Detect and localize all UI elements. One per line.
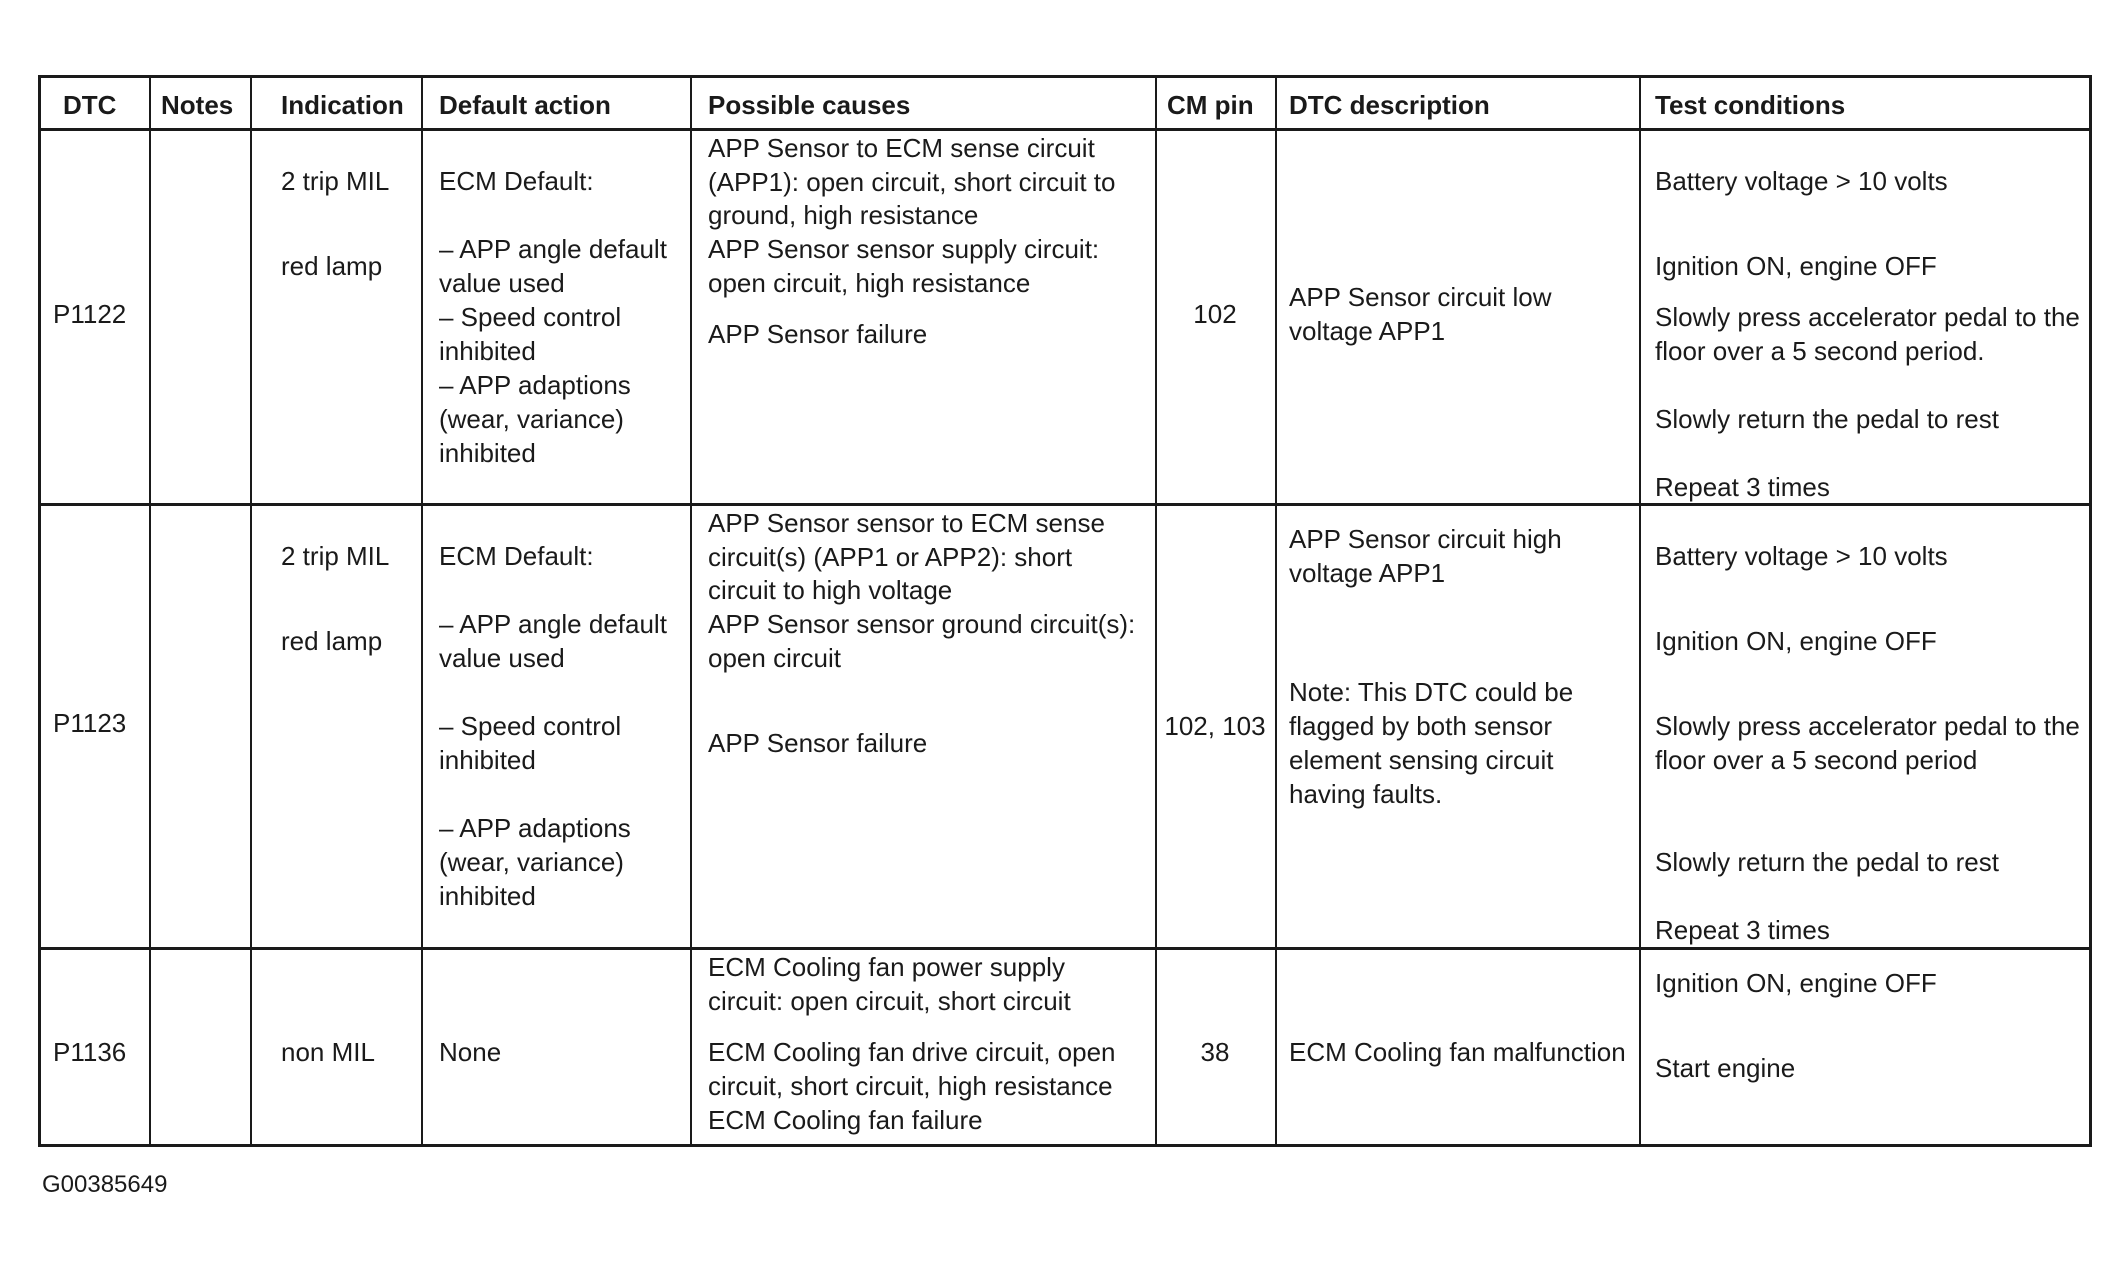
header-notes: Notes [161, 90, 234, 120]
possible-cause-line: APP Sensor failure [708, 728, 928, 758]
table-row [41, 506, 2089, 950]
indication-line: red lamp [281, 626, 383, 656]
default-action-line: None [439, 1037, 502, 1067]
table-row [41, 131, 2089, 506]
possible-cause-line: ECM Cooling fan drive circuit, open [708, 1037, 1116, 1067]
test-condition-line: Slowly press accelerator pedal to the [1655, 711, 2080, 741]
figure-code: G00385649 [42, 1171, 168, 1198]
test-condition-line: Ignition ON, engine OFF [1655, 968, 1937, 998]
header-dtc-description: DTC description [1289, 90, 1490, 120]
dtc-description-line: APP Sensor circuit high [1289, 524, 1562, 554]
possible-cause-line: ground, high resistance [708, 200, 979, 230]
header-possible-causes: Possible causes [708, 90, 911, 120]
test-condition-line: Slowly return the pedal to rest [1655, 404, 1999, 434]
possible-cause-line: APP Sensor failure [708, 319, 928, 349]
possible-cause-line: APP Sensor sensor supply circuit: [708, 234, 1100, 264]
possible-cause-line: circuit(s) (APP1 or APP2): short [708, 542, 1073, 572]
dtc-description-line: having faults. [1289, 779, 1443, 809]
default-action-line: value used [439, 643, 565, 673]
possible-cause-line: ECM Cooling fan failure [708, 1105, 983, 1135]
default-action-line: – Speed control [439, 302, 622, 332]
header-default-action: Default action [439, 90, 611, 120]
table-header-row [41, 78, 2089, 131]
test-condition-line: Start engine [1655, 1053, 1796, 1083]
default-action-line: – APP angle default [439, 234, 667, 264]
test-condition-line: Ignition ON, engine OFF [1655, 251, 1937, 281]
default-action-line: (wear, variance) [439, 404, 624, 434]
cm-pin: 102 [1193, 299, 1237, 329]
default-action-line: inhibited [439, 745, 536, 775]
test-condition-line: Ignition ON, engine OFF [1655, 626, 1937, 656]
default-action-line: ECM Default: [439, 541, 594, 571]
possible-cause-line: circuit to high voltage [708, 575, 953, 605]
possible-cause-line: circuit, short circuit, high resistance [708, 1071, 1113, 1101]
default-action-line: – APP adaptions [439, 370, 631, 400]
possible-cause-line: open circuit, high resistance [708, 268, 1031, 298]
dtc-code: P1123 [53, 708, 127, 738]
possible-cause-line: (APP1): open circuit, short circuit to [708, 167, 1116, 197]
header-indication: Indication [281, 90, 404, 120]
indication-line: non MIL [281, 1037, 375, 1067]
default-action-line: ECM Default: [439, 166, 594, 196]
possible-cause-line: APP Sensor sensor ground circuit(s): [708, 609, 1136, 639]
dtc-code: P1136 [53, 1037, 127, 1067]
possible-cause-line: circuit: open circuit, short circuit [708, 986, 1071, 1016]
header-dtc: DTC [63, 90, 117, 120]
indication-line: 2 trip MIL [281, 166, 390, 196]
possible-cause-line: APP Sensor to ECM sense circuit [708, 133, 1095, 163]
dtc-description-line: voltage APP1 [1289, 558, 1446, 588]
test-condition-line: Battery voltage > 10 volts [1655, 166, 1948, 196]
cm-pin: 38 [1200, 1037, 1230, 1067]
dtc-code: P1122 [53, 299, 127, 329]
test-condition-line: Repeat 3 times [1655, 915, 1830, 945]
possible-cause-line: open circuit [708, 643, 841, 673]
default-action-line: inhibited [439, 881, 536, 911]
cm-pin: 102, 103 [1164, 711, 1266, 741]
header-cm-pin: CM pin [1167, 90, 1254, 120]
dtc-table [38, 75, 2092, 1147]
test-condition-line: Battery voltage > 10 volts [1655, 541, 1948, 571]
default-action-line: (wear, variance) [439, 847, 624, 877]
default-action-line: inhibited [439, 336, 536, 366]
possible-cause-line: APP Sensor sensor to ECM sense [708, 508, 1105, 538]
default-action-line: – APP adaptions [439, 813, 631, 843]
test-condition-line: floor over a 5 second period. [1655, 336, 1985, 366]
test-condition-line: Slowly press accelerator pedal to the [1655, 302, 2080, 332]
dtc-description-line: ECM Cooling fan malfunction [1289, 1037, 1626, 1067]
header-test-conditions: Test conditions [1655, 90, 1846, 120]
table-row [41, 950, 2089, 1147]
indication-line: red lamp [281, 251, 383, 281]
test-condition-line: Repeat 3 times [1655, 472, 1830, 502]
default-action-line: inhibited [439, 438, 536, 468]
dtc-description-line: voltage APP1 [1289, 316, 1446, 346]
test-condition-line: Slowly return the pedal to rest [1655, 847, 1999, 877]
possible-cause-line: ECM Cooling fan power supply [708, 952, 1065, 982]
default-action-line: value used [439, 268, 565, 298]
default-action-line: – APP angle default [439, 609, 667, 639]
dtc-description-line: APP Sensor circuit low [1289, 282, 1552, 312]
test-condition-line: floor over a 5 second period [1655, 745, 1978, 775]
dtc-description-line: flagged by both sensor [1289, 711, 1553, 741]
indication-line: 2 trip MIL [281, 541, 390, 571]
default-action-line: – Speed control [439, 711, 622, 741]
dtc-description-line: Note: This DTC could be [1289, 677, 1574, 707]
dtc-description-line: element sensing circuit [1289, 745, 1554, 775]
